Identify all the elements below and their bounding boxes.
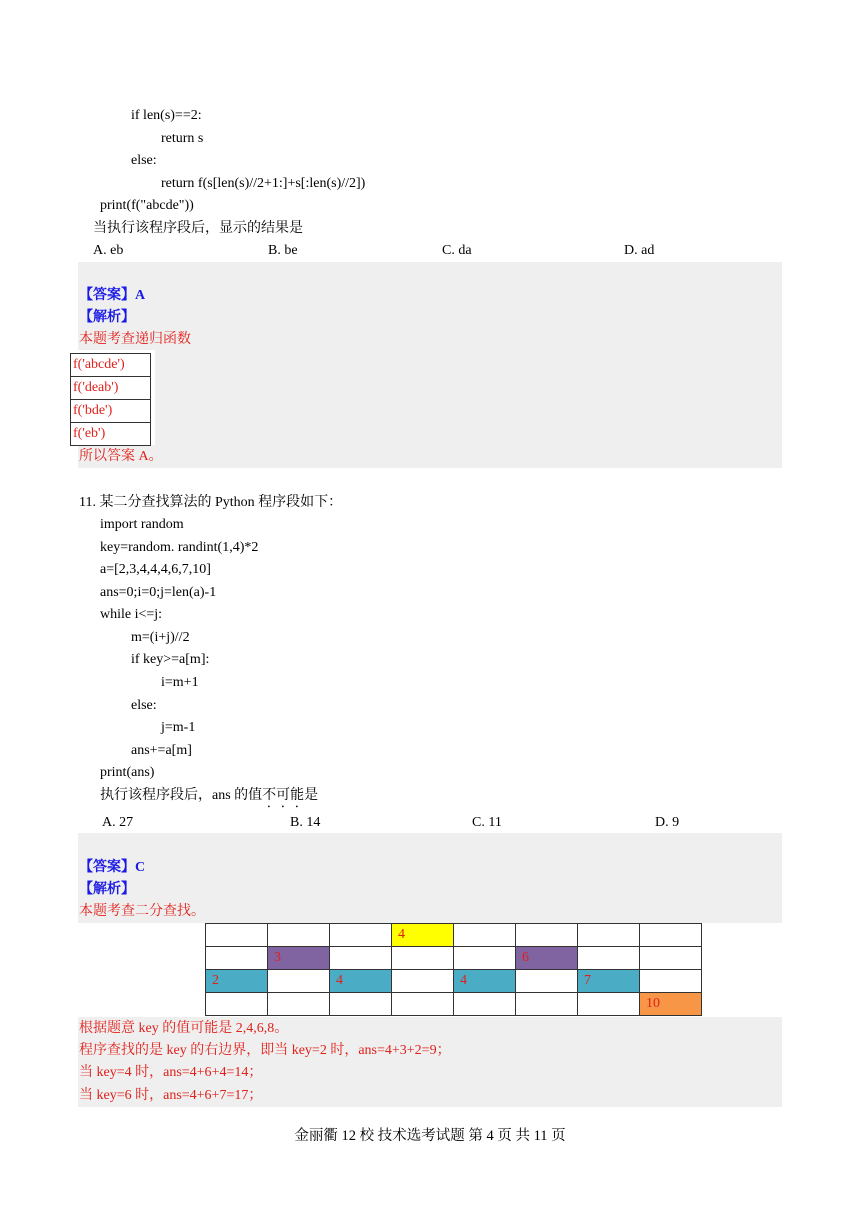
analysis-label: 【解析】 xyxy=(79,310,135,325)
code-line: while i<=j: xyxy=(100,607,163,622)
grid-cell xyxy=(392,993,454,1016)
code-line: if len(s)==2: xyxy=(131,108,202,123)
code-line: ans+=a[m] xyxy=(131,743,192,758)
code-line: print(f("abcde")) xyxy=(100,198,194,213)
grid-cell xyxy=(206,993,268,1016)
grid-cell xyxy=(392,970,454,993)
grid-cell xyxy=(578,993,640,1016)
code-line: j=m-1 xyxy=(161,720,196,735)
option-c: C. da xyxy=(442,243,472,258)
prompt-post: 是 xyxy=(304,788,319,803)
grid-cell xyxy=(516,970,578,993)
code-line: m=(i+j)//2 xyxy=(131,630,190,645)
analysis-text: 本题考查递归函数 xyxy=(79,332,191,347)
grid-cell xyxy=(206,947,268,970)
grid-cell xyxy=(640,947,702,970)
grid-cell xyxy=(516,924,578,947)
grid-cell xyxy=(578,924,640,947)
analysis-text: 本题考查二分查找。 xyxy=(79,904,205,919)
code-line: return f(s[len(s)//2+1:]+s[:len(s)//2]) xyxy=(161,176,366,191)
answer-value: A xyxy=(135,288,146,303)
option-b: B. be xyxy=(268,243,298,258)
answer-line xyxy=(79,859,145,877)
code-line: if key>=a[m]: xyxy=(131,652,210,667)
grid-cell-highlight: 10 xyxy=(640,993,702,1016)
grid-cell xyxy=(454,924,516,947)
prompt-emphasis: 不可能 xyxy=(262,788,305,803)
explain-line: 程序查找的是 key 的右边界，即当 key=2 时，ans=4+3+2=9； xyxy=(79,1043,451,1058)
prompt-pre: 执行该程序段后，ans 的值 xyxy=(100,788,263,803)
code-line: a=[2,3,4,4,4,6,7,10] xyxy=(100,562,211,577)
grid-cell xyxy=(454,993,516,1016)
grid-cell xyxy=(268,970,330,993)
code-line: ans=0;i=0;j=len(a)-1 xyxy=(100,585,217,600)
code-line: import random xyxy=(100,517,184,532)
question-prompt xyxy=(100,787,318,811)
grid-cell xyxy=(268,993,330,1016)
grid-cell xyxy=(516,993,578,1016)
grid-cell xyxy=(392,947,454,970)
question-title: 11. 某二分查找算法的 Python 程序段如下： xyxy=(79,495,343,510)
grid-cell-highlight: 4 xyxy=(392,924,454,947)
option-a: A. 27 xyxy=(102,815,134,830)
code-line: else: xyxy=(131,698,157,713)
grid-cell xyxy=(330,924,392,947)
binary-search-grid xyxy=(205,923,702,1016)
grid-cell xyxy=(640,924,702,947)
option-b: B. 14 xyxy=(290,815,321,830)
answer-label: 【答案】 xyxy=(79,860,135,875)
grid-cell-highlight: 7 xyxy=(578,970,640,993)
grid-cell-highlight: 2 xyxy=(206,970,268,993)
code-line: else: xyxy=(131,153,157,168)
answer-bg xyxy=(78,445,782,468)
explain-line: 当 key=4 时，ans=4+6+4=14； xyxy=(79,1065,263,1080)
grid-cell-highlight: 4 xyxy=(330,970,392,993)
question-prompt: 当执行该程序段后，显示的结果是 xyxy=(93,221,303,236)
answer-bg xyxy=(155,350,782,445)
trace-cell: f('deab') xyxy=(71,377,151,400)
trace-table xyxy=(70,353,151,446)
answer-line xyxy=(79,287,145,305)
grid-cell xyxy=(330,947,392,970)
grid-cell xyxy=(206,924,268,947)
grid-cell xyxy=(454,947,516,970)
explain-line: 根据题意 key 的值可能是 2,4,6,8。 xyxy=(79,1021,289,1036)
code-line: print(ans) xyxy=(100,765,155,780)
grid-cell-highlight: 6 xyxy=(516,947,578,970)
grid-cell xyxy=(330,993,392,1016)
option-c: C. 11 xyxy=(472,815,502,830)
grid-cell-highlight: 4 xyxy=(454,970,516,993)
grid-cell xyxy=(578,947,640,970)
answer-label: 【答案】 xyxy=(79,288,135,303)
grid-cell xyxy=(268,924,330,947)
grid-cell-highlight: 3 xyxy=(268,947,330,970)
grid-cell xyxy=(640,970,702,993)
trace-cell: f('abcde') xyxy=(71,354,151,377)
code-line: i=m+1 xyxy=(161,675,199,690)
option-a: A. eb xyxy=(93,243,124,258)
analysis-label: 【解析】 xyxy=(79,882,135,897)
option-d: D. 9 xyxy=(655,815,680,830)
trace-cell: f('eb') xyxy=(71,423,151,446)
conclusion-text: 所以答案 A。 xyxy=(79,449,163,464)
explain-line: 当 key=6 时，ans=4+6+7=17； xyxy=(79,1088,263,1103)
trace-cell: f('bde') xyxy=(71,400,151,423)
option-d: D. ad xyxy=(624,243,655,258)
code-line: key=random. randint(1,4)*2 xyxy=(100,540,259,555)
page-footer: 金丽衢 12 校 技术选考试题 第 4 页 共 11 页 xyxy=(294,1128,566,1144)
code-line: return s xyxy=(161,131,204,146)
answer-value: C xyxy=(135,860,146,875)
